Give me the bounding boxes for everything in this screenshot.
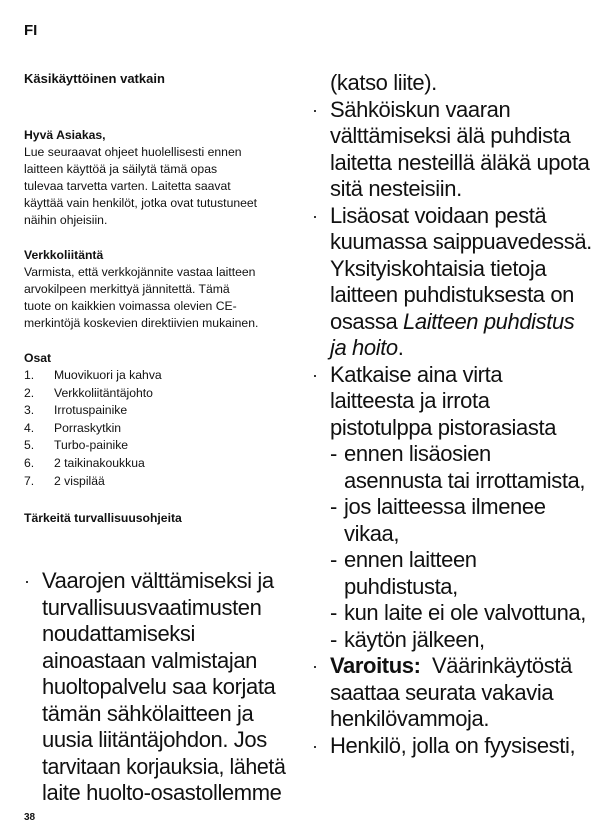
text-line: Varmista, että verkkojännite vastaa laitteen <box>24 265 256 279</box>
bullet-icon: · <box>312 205 318 226</box>
bullet-icon: · <box>312 99 318 120</box>
bullet-icon: · <box>312 656 318 676</box>
text-line: huoltopalvelu saa korjata <box>42 674 276 699</box>
item-number: 3. <box>24 403 35 418</box>
text-line: Sähköiskun vaaran <box>330 96 511 122</box>
mains-text <box>24 264 294 332</box>
list-item <box>24 402 294 420</box>
safety-section <box>24 510 294 527</box>
item-label: Verkkoliitäntäjohto <box>54 385 153 400</box>
item-number: 6. <box>24 455 35 470</box>
text-line: pistotulppa pistorasiasta <box>330 414 557 440</box>
right-column <box>312 70 602 759</box>
text-line: välttämiseksi älä puhdista <box>330 123 571 148</box>
dash-icon: - <box>330 494 337 519</box>
text-line: Vaarojen välttämiseksi ja <box>42 568 274 593</box>
text-line: laitteesta ja irrota <box>330 388 490 413</box>
bullet-icon: · <box>312 735 318 756</box>
text-line: käytön jälkeen, <box>344 626 485 652</box>
text-line: laitetta nesteillä äläkä upota <box>330 149 590 175</box>
dash-icon: - <box>330 441 337 466</box>
item-label: Irrotuspainike <box>54 403 128 418</box>
list-item <box>312 97 602 203</box>
warning-label: Varoitus: <box>330 653 421 678</box>
parts-list <box>24 367 294 490</box>
left-column <box>24 70 294 527</box>
parts-section <box>24 350 294 490</box>
list-item <box>24 385 294 403</box>
text-line: näihin ohjeisiin. <box>24 213 108 227</box>
item-number: 7. <box>24 473 35 488</box>
document-title: Käsikäyttöinen vatkain <box>24 71 165 86</box>
text-line: arvokilpeen merkittyä jännitettä. Tämä <box>24 282 230 296</box>
text-line: sitä nesteisiin. <box>330 176 462 201</box>
text-line: merkintöjä koskevien direktiivien mukainen. <box>24 316 259 330</box>
sub-list-item <box>330 494 602 547</box>
text-line: kuumassa saippuavedessä. <box>330 229 592 254</box>
list-item <box>312 203 602 362</box>
parts-heading: Osat <box>24 351 52 365</box>
text-line: Lue seuraavat ohjeet huolellisesti ennen <box>24 145 242 159</box>
text-line: Lisäosat voidaan pestä <box>330 202 547 228</box>
text-line <box>330 653 602 680</box>
text-line: asennusta tai irrottamista, <box>344 467 586 493</box>
text-fragment: osassa <box>330 308 404 334</box>
item-number: 2. <box>24 385 35 400</box>
sub-list-item <box>330 441 602 494</box>
bullet-icon: · <box>312 364 318 385</box>
safety-list <box>24 568 286 807</box>
text-line: turvallisuusvaatimusten <box>42 594 262 620</box>
page-number: 38 <box>24 812 36 823</box>
list-item <box>312 733 602 760</box>
list-item <box>312 653 602 733</box>
greeting-text <box>24 144 294 229</box>
safety-heading: Tärkeitä turvallisuusohjeita <box>24 511 182 526</box>
item-label: Porraskytkin <box>54 420 122 435</box>
item-label: 2 vispilää <box>54 473 105 488</box>
text-fragment: . <box>397 335 404 360</box>
dash-icon: - <box>330 547 337 572</box>
sub-list <box>330 441 602 653</box>
item-label: Muovikuori ja kahva <box>54 368 162 382</box>
text-line: uusia liitäntäjohdon. Jos <box>42 727 267 752</box>
text-line: tarvitaan korjauksia, lähetä <box>42 753 286 779</box>
sub-list-item <box>330 627 602 654</box>
language-code: FI <box>24 22 38 39</box>
text-line: kun laite ei ole valvottuna, <box>344 600 586 625</box>
item-label: Turbo-painike <box>54 438 129 453</box>
dash-icon: - <box>330 600 337 625</box>
text-line <box>330 309 602 336</box>
text-line: saattaa seurata vakavia <box>330 679 554 705</box>
text-line: tämän sähkölaitteen ja <box>42 700 254 726</box>
list-item <box>24 473 294 491</box>
text-line: noudattamiseksi <box>42 621 195 646</box>
dash-icon: - <box>330 626 337 652</box>
safety-list-continued <box>312 97 602 760</box>
text-fragment: Väärinkäytöstä <box>431 653 572 678</box>
text-line: ainoastaan valmistajan <box>42 647 258 673</box>
text-line: tulevaa tarvetta varten. Laitetta saavat <box>24 179 231 193</box>
greeting-section <box>24 127 294 229</box>
text-line: laitteen puhdistuksesta on <box>330 282 574 307</box>
text-line: tuote on kaikkien voimassa olevien CE- <box>24 299 237 313</box>
list-item <box>24 455 294 473</box>
list-item <box>312 362 602 654</box>
text-line: Yksityiskohtaisia tietoja <box>330 255 547 281</box>
item-number: 1. <box>24 368 35 382</box>
text-line: ennen lisäosien <box>344 441 491 466</box>
mains-heading: Verkkoliitäntä <box>24 248 104 262</box>
text-line: laitteen käyttöä ja säilytä tämä opas <box>24 162 218 176</box>
greeting-heading: Hyvä Asiakas, <box>24 128 106 142</box>
text-line: vikaa, <box>344 520 400 546</box>
text-line: jos laitteessa ilmenee <box>344 494 546 519</box>
mains-section <box>24 247 294 332</box>
text-line: henkilövammoja. <box>330 706 490 731</box>
section-reference: Laitteen puhdistus <box>403 308 575 334</box>
text-line <box>330 335 602 362</box>
continuation-line: (katso liite). <box>330 70 437 95</box>
section-reference: ja hoito <box>330 335 398 360</box>
text-line: puhdistusta, <box>344 573 458 599</box>
list-item <box>24 367 294 385</box>
item-number: 5. <box>24 438 35 453</box>
sub-list-item <box>330 600 602 627</box>
text-line: ennen laitteen <box>344 547 477 572</box>
safety-list-start <box>24 568 286 807</box>
bullet-icon: · <box>24 571 30 591</box>
item-label: 2 taikinakoukkua <box>54 455 145 470</box>
text-line: Katkaise aina virta <box>330 361 503 387</box>
list-item <box>24 437 294 455</box>
item-number: 4. <box>24 420 35 435</box>
text-line: Henkilö, jolla on fyysisesti, <box>330 732 576 758</box>
list-item <box>24 420 294 438</box>
list-item <box>24 568 286 807</box>
text-line: käyttää vain henkilöt, jotka ovat tutustuneet <box>24 196 258 210</box>
sub-list-item <box>330 547 602 600</box>
text-line: laite huolto-osastollemme <box>42 780 282 805</box>
